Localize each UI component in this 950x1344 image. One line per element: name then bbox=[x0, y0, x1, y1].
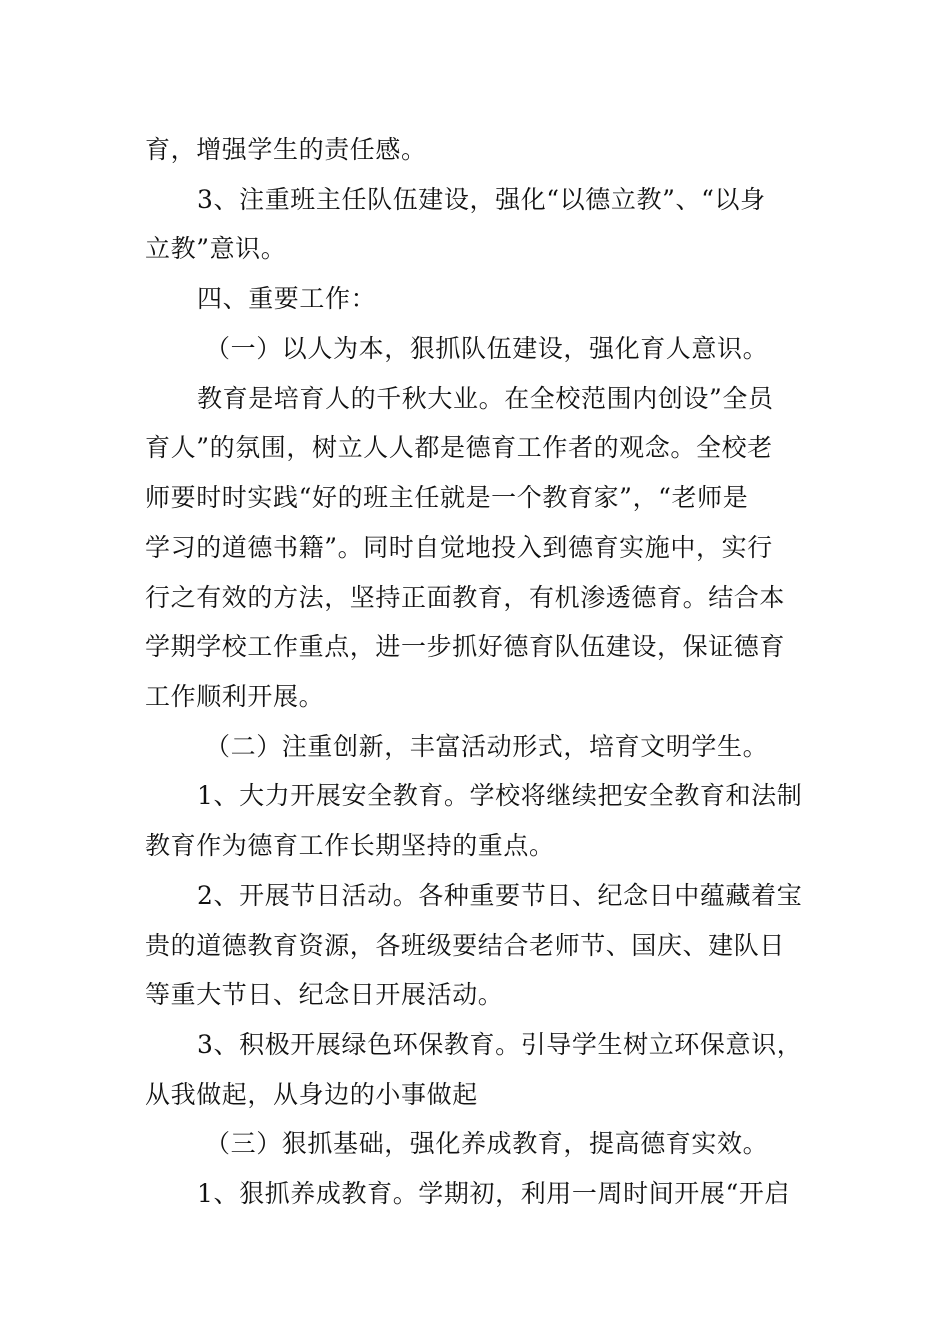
text-line: 工作顺利开展。 bbox=[145, 682, 325, 711]
subsection-heading: （三）狠抓基础，强化养成教育，提高德育实效。 bbox=[205, 1129, 769, 1158]
text-line: 3、注重班主任队伍建设，强化“以德立教”、“以身 bbox=[197, 185, 766, 214]
text-line: 行之有效的方法，坚持正面教育，有机渗透德育。结合本 bbox=[145, 583, 786, 612]
section-heading: 四、重要工作： bbox=[197, 284, 377, 313]
text-line: 育，增强学生的责任感。 bbox=[145, 135, 427, 164]
text-line: 贵的道德教育资源，各班级要结合老师节、国庆、建队日 bbox=[145, 931, 786, 960]
text-line: 3、积极开展绿色环保教育。引导学生树立环保意识， bbox=[197, 1030, 803, 1059]
text-line: 立教”意识。 bbox=[145, 234, 287, 263]
text-line: 教育作为德育工作长期坚持的重点。 bbox=[145, 831, 555, 860]
text-line: 1、大力开展安全教育。学校将继续把安全教育和法制 bbox=[197, 781, 803, 810]
text-line: 教育是培育人的千秋大业。在全校范围内创设”全员 bbox=[197, 384, 774, 413]
text-line: 学期学校工作重点，进一步抓好德育队伍建设，保证德育 bbox=[145, 632, 786, 661]
text-line: 师要时时实践“好的班主任就是一个教育家”，“老师是 bbox=[145, 483, 749, 512]
text-line: 学习的道德书籍”。同时自觉地投入到德育实施中，实行 bbox=[145, 533, 773, 562]
text-line: 2、开展节日活动。各种重要节日、纪念日中蕴藏着宝 bbox=[197, 881, 803, 910]
text-line: 等重大节日、纪念日开展活动。 bbox=[145, 980, 504, 1009]
text-line: 育人”的氛围，树立人人都是德育工作者的观念。全校老 bbox=[145, 433, 773, 462]
subsection-heading: （一）以人为本，狠抓队伍建设，强化育人意识。 bbox=[205, 334, 769, 363]
text-line: 从我做起，从身边的小事做起 bbox=[145, 1080, 478, 1109]
subsection-heading: （二）注重创新，丰富活动形式，培育文明学生。 bbox=[205, 732, 769, 761]
text-line: 1、狠抓养成教育。学期初，利用一周时间开展“开启 bbox=[197, 1179, 791, 1208]
